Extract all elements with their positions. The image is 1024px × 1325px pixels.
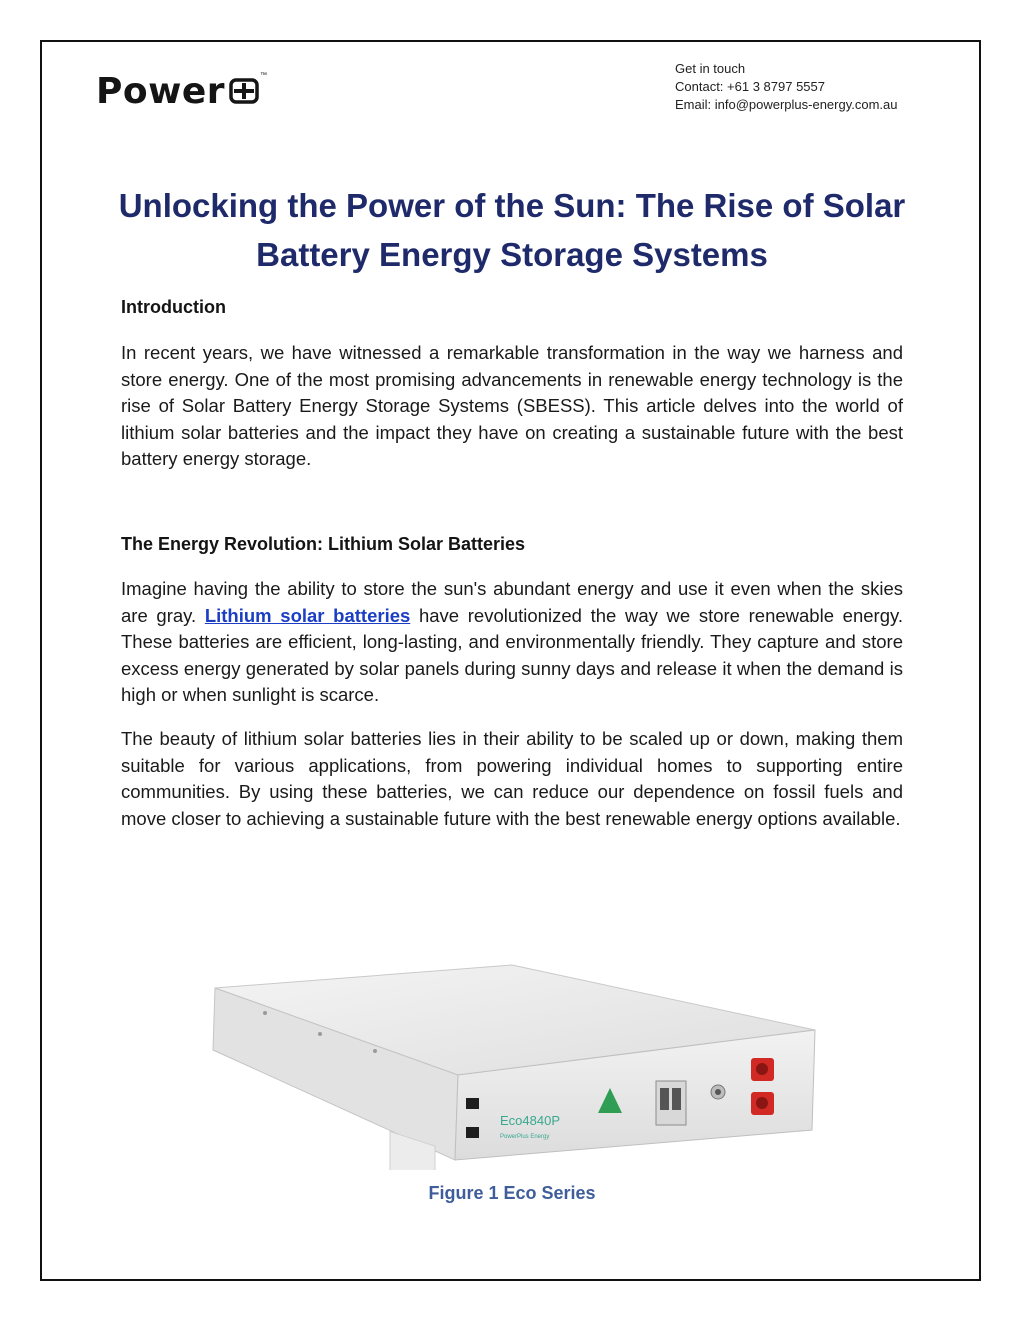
article-title: Unlocking the Power of the Sun: The Rise of Solar Battery Energy Storage Systems: [118, 187, 906, 273]
product-model-label: Eco4840P: [500, 1113, 560, 1128]
section-heading: The Energy Revolution: Lithium Solar Batteries: [121, 534, 526, 554]
logo-wordmark: Power: [96, 71, 226, 112]
scalability-paragraph: The beauty of lithium solar batteries lies in their ability to be scaled up or down, making them suitable for various applications, from powering individual homes to supporting entire communities. By using these batteries, we can reduce our dependence on fossil fuels and move closer to achieving a sustainable future with the best renewable energy options available.: [121, 728, 903, 829]
brand-label: PowerPlus Energy: [500, 1134, 550, 1140]
company-logo[interactable]: [96, 70, 267, 114]
introduction-heading: Introduction: [121, 297, 226, 317]
lithium-paragraph: [121, 576, 903, 709]
lithium-solar-batteries-link[interactable]: Lithium solar batteries: [204, 604, 411, 626]
plus-logo-icon: [229, 78, 259, 104]
contact-phone[interactable]: Contact: +61 3 8797 5557: [675, 79, 825, 94]
contact-email[interactable]: Email: info@powerplus-energy.com.au: [675, 97, 898, 112]
contact-block: [675, 60, 898, 114]
trademark-symbol: ™: [260, 72, 268, 79]
figure-caption: Figure 1 Eco Series: [428, 1183, 596, 1203]
introduction-paragraph: In recent years, we have witnessed a remarkable transformation in the way we harness and store energy. One of the most promising advancements in renewable energy technology is the rise of Solar Battery Energy Storage Systems (SBESS). This article delves into the world of lithium solar batteries and the impact they have on creating a sustainable future with the best battery energy storage.: [121, 342, 903, 469]
lithium-paragraph-end: have revolutionized the way we store renewable energy. These batteries are efficient, long-lasting, and environmentally friendly. They capture and store excess energy generated by solar panels during sunny days and release it when the demand is high or when sunlight is scarce.: [121, 604, 903, 705]
eco-series-battery-image: [210, 955, 820, 1170]
lithium-paragraph-start: Imagine having the ability to store the sun's abundant energy and use it even when the skies are gray.: [121, 578, 903, 626]
contact-heading: Get in touch: [675, 61, 746, 76]
